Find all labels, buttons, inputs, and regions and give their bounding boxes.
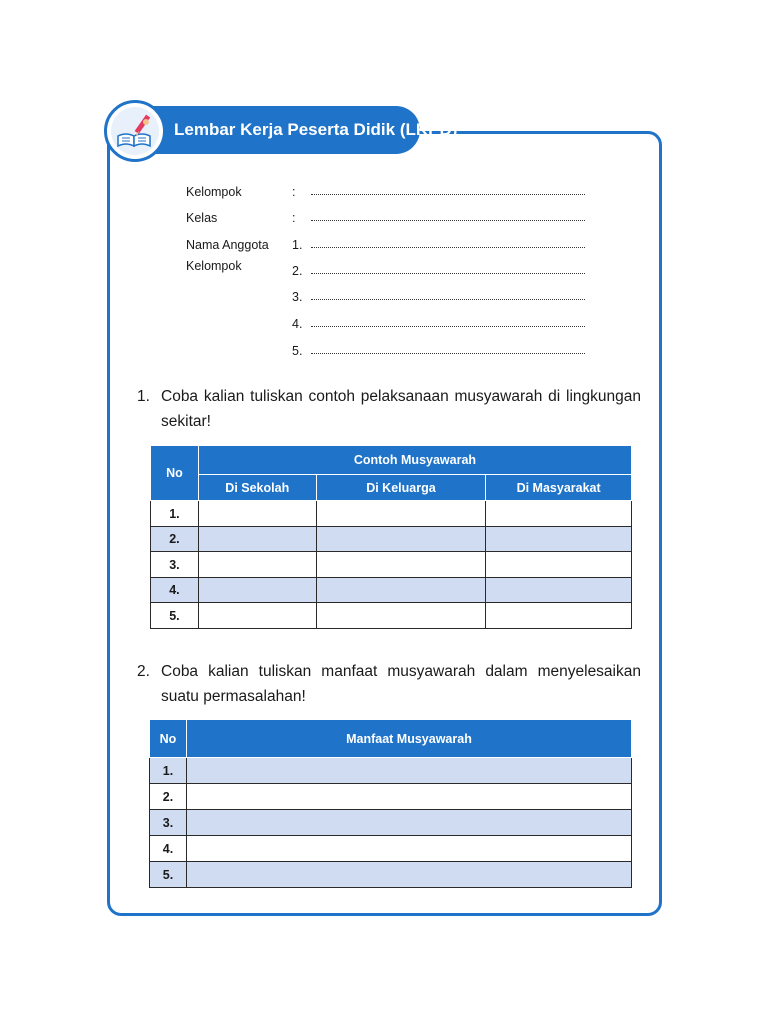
answer-cell[interactable] xyxy=(316,603,486,629)
member-input-line[interactable] xyxy=(311,273,585,274)
class-label: Kelas xyxy=(186,211,218,225)
row-number: 2. xyxy=(151,527,199,552)
group-field-row xyxy=(186,181,596,203)
answer-cell[interactable] xyxy=(198,603,316,629)
class-field-row xyxy=(186,207,596,229)
question-2 xyxy=(137,659,641,711)
answer-cell[interactable] xyxy=(186,784,631,810)
member-input-line[interactable] xyxy=(311,326,585,327)
answer-cell[interactable] xyxy=(186,758,631,784)
member-field-row-4 xyxy=(186,313,596,335)
column-group-header: Contoh Musyawarah xyxy=(198,446,631,475)
member-number: 4. xyxy=(292,317,303,331)
answer-cell[interactable] xyxy=(198,578,316,603)
row-number: 5. xyxy=(150,862,187,888)
member-field-row-1 xyxy=(186,234,596,256)
row-number: 5. xyxy=(151,603,199,629)
member-input-line[interactable] xyxy=(311,299,585,300)
answer-cell[interactable] xyxy=(486,552,632,578)
question-text: Coba kalian tuliskan contoh pelaksanaan musyawarah di lingkungan sekitar! xyxy=(161,388,641,430)
answer-cell[interactable] xyxy=(316,578,486,603)
answer-cell[interactable] xyxy=(198,552,316,578)
question-text: Coba kalian tuliskan manfaat musyawarah dalam menyelesaikan suatu permasalahan! xyxy=(161,663,641,705)
table-row xyxy=(151,578,632,603)
table-row xyxy=(150,810,632,836)
row-number: 1. xyxy=(150,758,187,784)
answer-cell[interactable] xyxy=(198,527,316,552)
answer-cell[interactable] xyxy=(486,603,632,629)
column-header: Di Sekolah xyxy=(198,475,316,501)
answer-cell[interactable] xyxy=(486,527,632,552)
separator: : xyxy=(292,211,296,225)
column-header-no: No xyxy=(151,446,199,501)
row-number: 4. xyxy=(150,836,187,862)
answer-cell[interactable] xyxy=(316,527,486,552)
answer-cell[interactable] xyxy=(316,501,486,527)
column-header: Di Keluarga xyxy=(316,475,486,501)
row-number: 3. xyxy=(150,810,187,836)
answer-cell[interactable] xyxy=(486,578,632,603)
table-row xyxy=(150,784,632,810)
member-input-line[interactable] xyxy=(311,353,585,354)
members-label: Nama Anggota xyxy=(186,238,269,252)
members-label-cont: Kelompok xyxy=(186,259,242,273)
column-header: Manfaat Musyawarah xyxy=(186,720,631,758)
member-number: 3. xyxy=(292,290,303,304)
question-number: 1. xyxy=(137,388,150,405)
table-row xyxy=(151,552,632,578)
answer-cell[interactable] xyxy=(186,810,631,836)
member-field-row-2 xyxy=(186,260,596,282)
member-number: 5. xyxy=(292,344,303,358)
table-row xyxy=(150,758,632,784)
answer-cell[interactable] xyxy=(186,862,631,888)
example-table xyxy=(150,445,632,629)
book-pencil-icon xyxy=(104,100,166,162)
column-header: Di Masyarakat xyxy=(486,475,632,501)
separator: : xyxy=(292,185,296,199)
worksheet-title: Lembar Kerja Peserta Didik (LKPD) xyxy=(174,120,458,139)
question-1 xyxy=(137,384,641,436)
table-row xyxy=(151,603,632,629)
member-number: 2. xyxy=(292,264,303,278)
member-field-row-5 xyxy=(186,340,596,362)
table-row xyxy=(151,501,632,527)
answer-cell[interactable] xyxy=(186,836,631,862)
member-number: 1. xyxy=(292,238,303,252)
answer-cell[interactable] xyxy=(198,501,316,527)
table-row xyxy=(151,527,632,552)
benefit-table xyxy=(149,719,632,888)
row-number: 2. xyxy=(150,784,187,810)
row-number: 3. xyxy=(151,552,199,578)
table-row xyxy=(150,862,632,888)
member-field-row-3 xyxy=(186,286,596,308)
row-number: 1. xyxy=(151,501,199,527)
class-input-line[interactable] xyxy=(311,220,585,221)
answer-cell[interactable] xyxy=(316,552,486,578)
column-header-no: No xyxy=(150,720,187,758)
row-number: 4. xyxy=(151,578,199,603)
answer-cell[interactable] xyxy=(486,501,632,527)
group-label: Kelompok xyxy=(186,185,242,199)
question-number: 2. xyxy=(137,663,150,680)
member-input-line[interactable] xyxy=(311,247,585,248)
group-input-line[interactable] xyxy=(311,194,585,195)
table-row xyxy=(150,836,632,862)
